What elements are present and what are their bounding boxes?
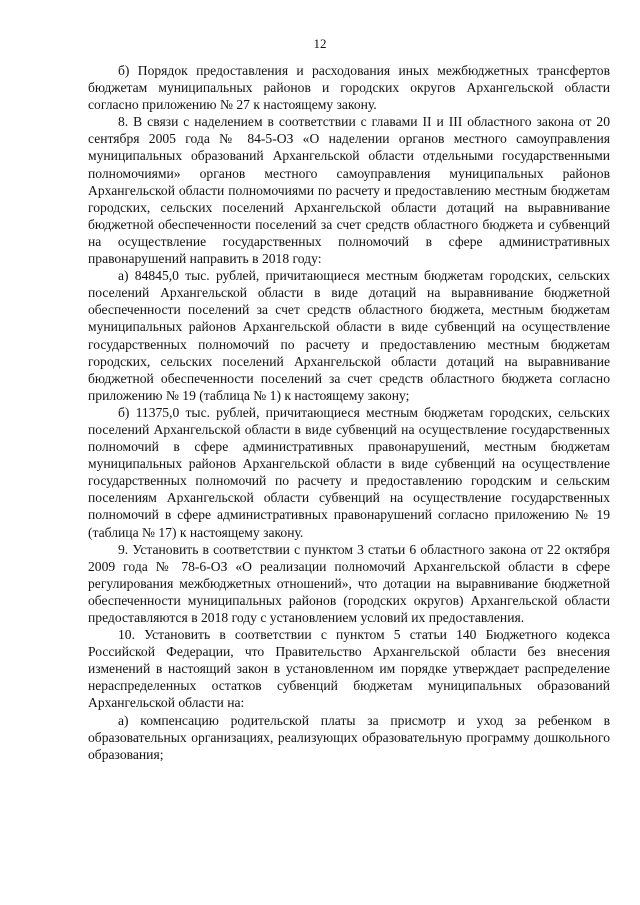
paragraph-10a-compensation: а) компенсацию родительской платы за присмотр и уход за ребенком в образовательных организациях, реализующих образовательную программу дошкольного образования; [88,712,610,762]
document-body [88,62,610,763]
paragraph-10-budget-code: 10. Установить в соответствии с пунктом 5 статьи 140 Бюджетного кодекса Российской Федерации, что Правительство Архангельской области без внесения изменений в настоящий закон в установленном им порядке утверждает распределение нераспределенных остатков субвенций бюджетам муниципальных образований Архангельской области на: [88,627,610,711]
paragraph-6b-procedure: б) Порядок предоставления и расходования иных межбюджетных трансфертов бюджетам муниципальных районов и городских округов Архангельской области согласно приложению № 27 к настоящему закону. [88,63,610,113]
paragraph-9-grants: 9. Установить в соответствии с пунктом 3 статьи 6 областного закона от 22 октября 2009 года № 78-6-ОЗ «О реализации полномочий Архангельской области в сфере регулирования межбюджетных отношений», что дотации на выравнивание бюджетной обеспеченности муниципальных районов (городских округов) Архангельской области предоставляются в 2018 году с установлением условий их предоставления. [88,541,610,625]
paragraph-8-delegation: 8. В связи с наделением в соответствии с главами II и III областного закона от 20 сентября 2005 года № 84-5-ОЗ «О наделении органов местного самоуправления муниципальных образований Архангельской области отдельными государственными полномочиями» органов местного самоуправления муниципальных районов Архангельской области полномочиями по расчету и предоставлению местным бюджетам городских, сельских поселений Архангельской области дотаций на выравнивание бюджетной обеспеченности поселений за счет средств областного бюджета и субвенций на осуществление государственных полномочий в сфере административных правонарушений направить в 2018 году: [88,114,610,267]
paragraph-8b-subventions: б) 11375,0 тыс. рублей, причитающиеся местным бюджетам городских, сельских поселений Архангельской области в виде субвенций на осуществление государственных полномочий в сфере административных правонарушений, местным бюджетам муниципальных районов Архангельской области в виде субвенций на осуществление государственных полномочий по расчету и предоставлению городским и сельским поселениям Архангельской области субвенций на осуществление государственных полномочий в сфере административных правонарушений согласно приложению № 19 (таблица № 17) к настоящему закону. [88,404,610,540]
paragraph-8a-subsidies: а) 84845,0 тыс. рублей, причитающиеся местным бюджетам городских, сельских поселений Архангельской области в виде дотаций на выравнивание бюджетной обеспеченности поселений за счет средств областного бюджета, местным бюджетам муниципальных районов Архангельской области в виде субвенций на осуществление государственных полномочий по расчету и предоставлению местным бюджетам городских, сельских поселений Архангельской области дотаций на выравнивание бюджетной обеспеченности поселений за счет средств областного бюджета согласно приложению № 19 (таблица № 1) к настоящему закону; [88,268,610,403]
page-number: 12 [313,36,327,51]
